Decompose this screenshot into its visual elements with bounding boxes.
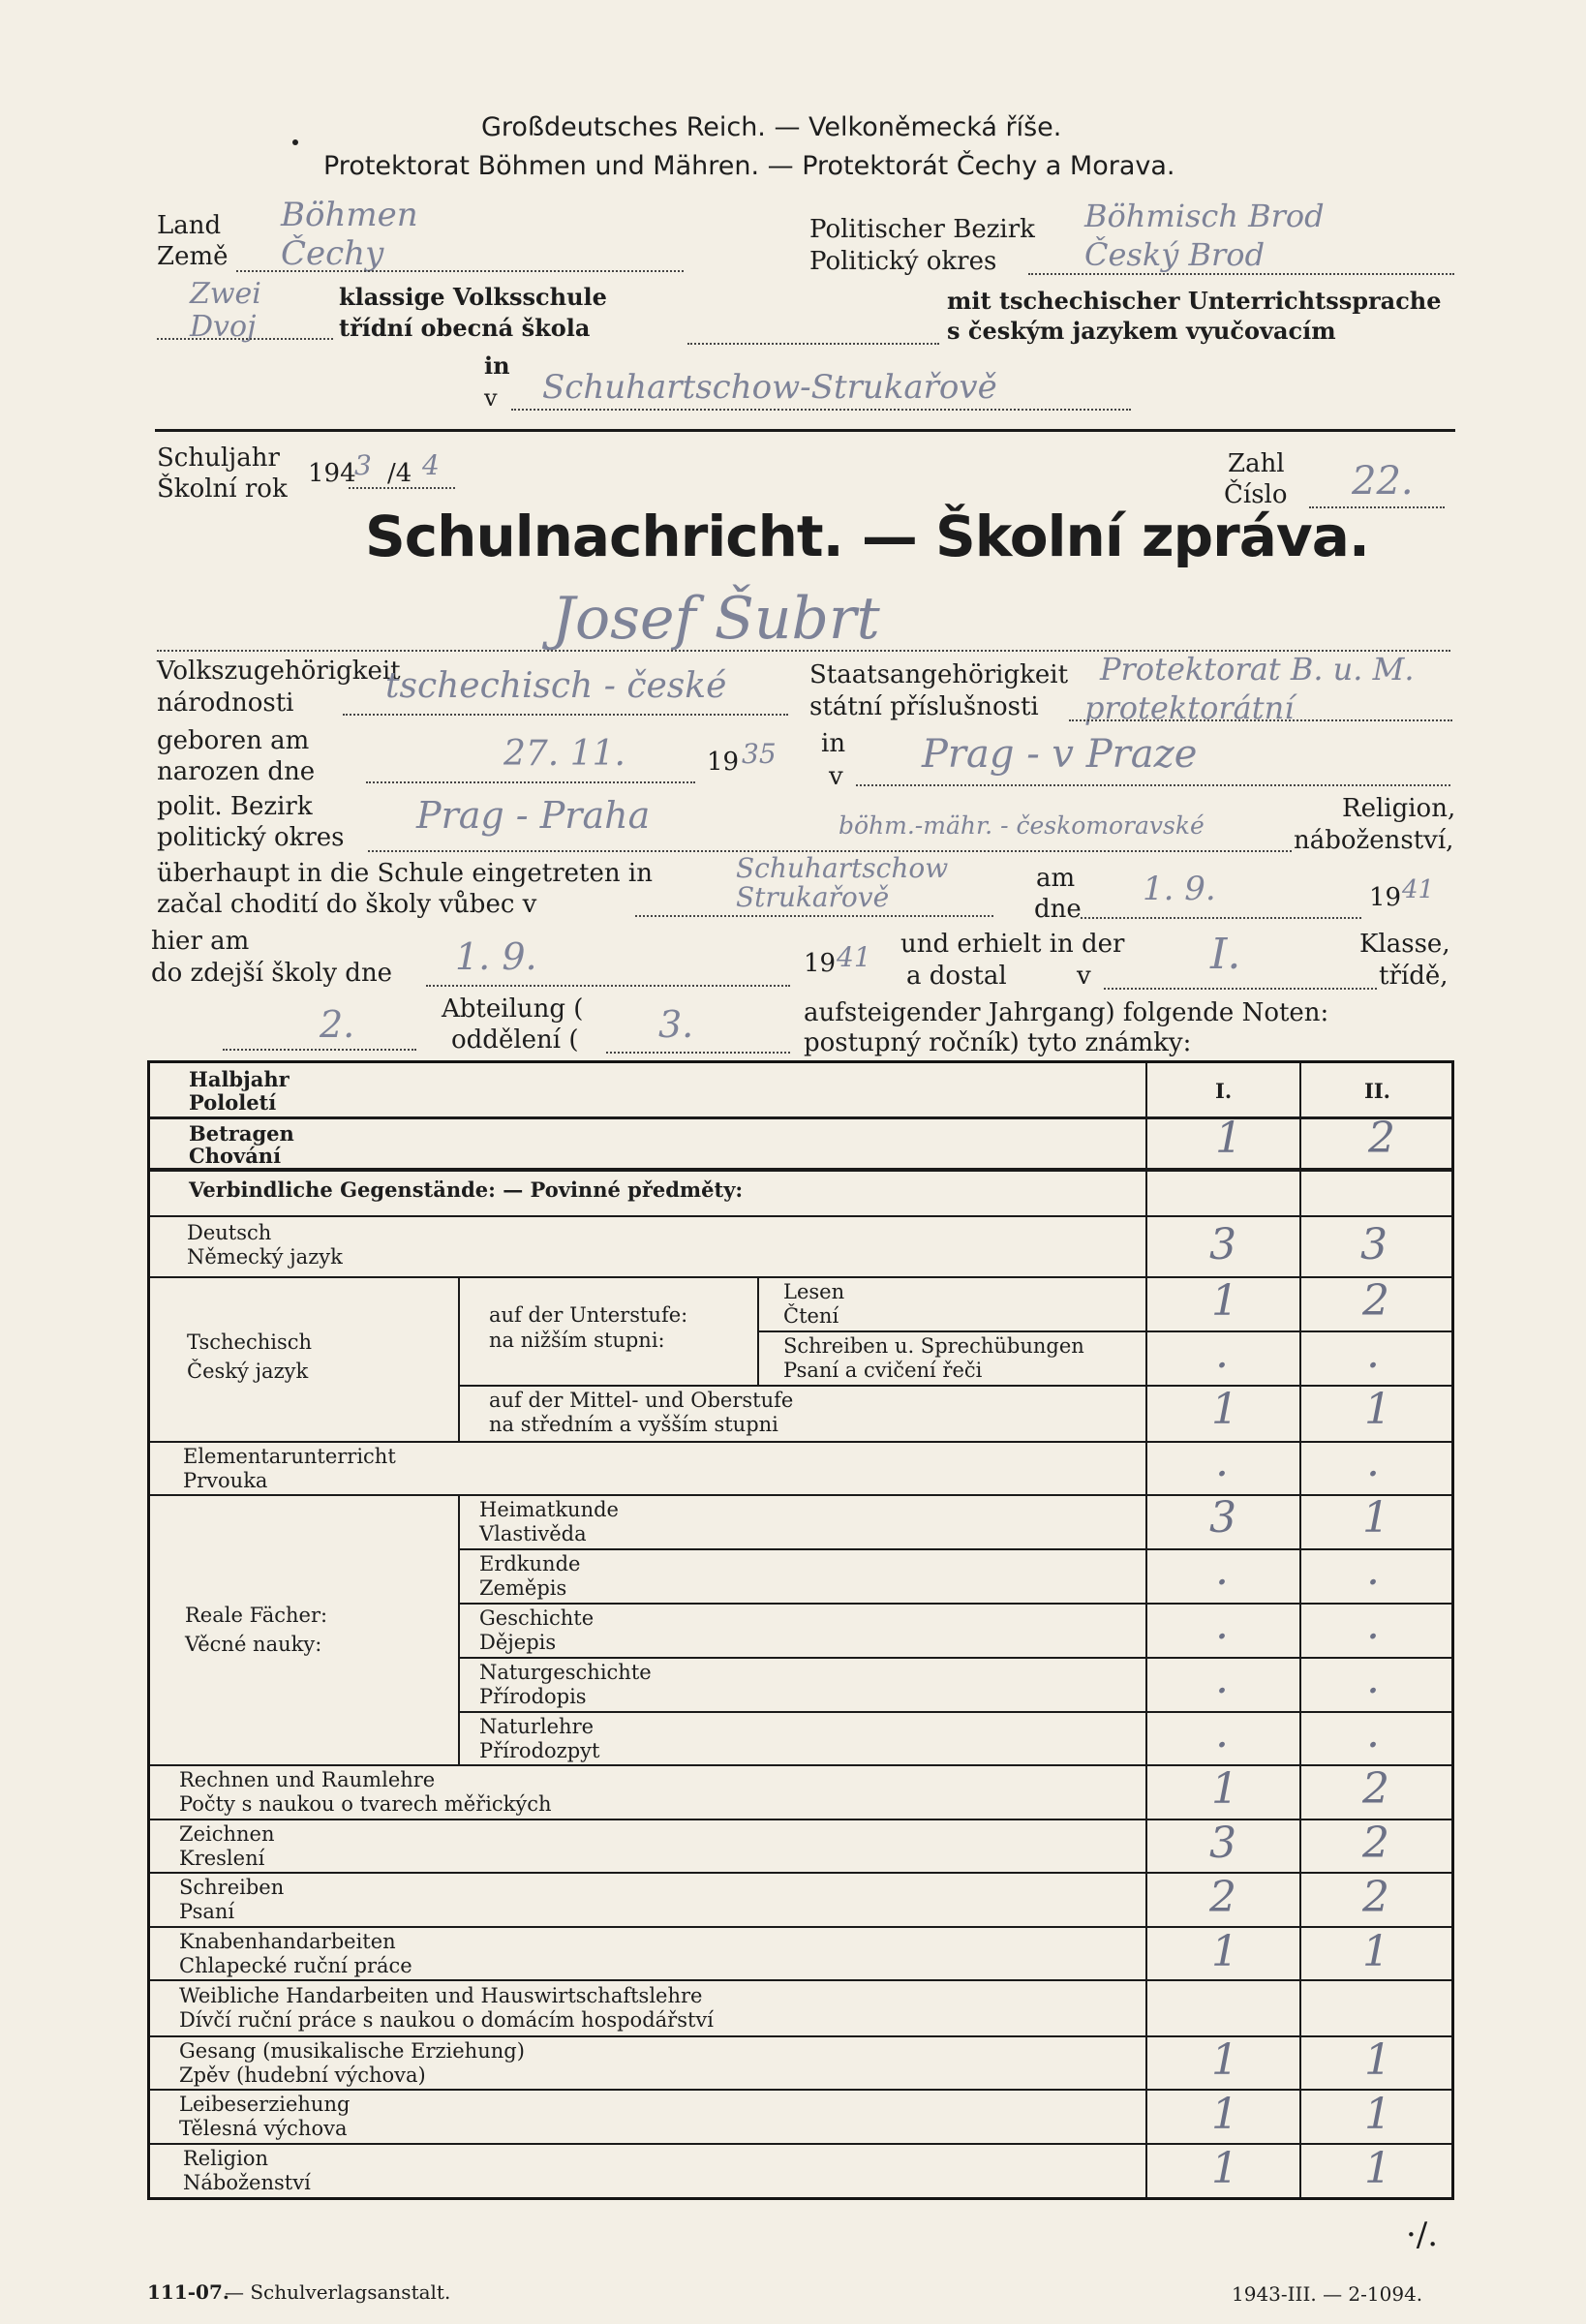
school-in-cz: v (484, 384, 498, 412)
reale-de: Reale Fächer: (185, 1604, 328, 1627)
grades-table (147, 1060, 1454, 2200)
birth-date: 27. 11. (503, 734, 625, 774)
here-label-de: hier am (151, 927, 250, 956)
school-type-cz: třídní obecná škola (339, 314, 591, 342)
bezirk-label-de: Politischer Bezirk (809, 215, 1035, 244)
betragen-cz: Chování (189, 1144, 282, 1168)
weibl-de: Weibliche Handarbeiten und Hauswirtschaftslehre (179, 1984, 703, 2007)
relig-de: Religion (183, 2147, 268, 2170)
klasse-label-de: Klasse, (1359, 930, 1450, 959)
grade-zeichnen-1: 3 (1209, 1819, 1236, 1868)
verbindlich-header: Verbindliche Gegenstände: — Povinné předměty: (189, 1177, 744, 1202)
birth-year: 35 (742, 738, 777, 770)
citizenship-value-cz: protektorátní (1084, 689, 1295, 726)
entered-am-cz: dne (1034, 895, 1082, 924)
school-lang-de: mit tschechischer Unterrichtssprache (947, 287, 1442, 315)
birth-in-cz: v (829, 762, 843, 791)
deutsch-cz: Německý jazyk (187, 1245, 343, 1269)
birth-label-de: geboren am (157, 726, 310, 755)
gesang-de: Gesang (musikalische Erziehung) (179, 2039, 525, 2063)
zahl-label-cz: Číslo (1224, 480, 1288, 509)
column-I: I. (1215, 1079, 1233, 1103)
here-year: 41 (837, 941, 871, 973)
column-II: II. (1364, 1079, 1390, 1103)
entered-label-de: überhaupt in die Schule eingetreten in (157, 859, 653, 888)
leibes-de: Leibeserziehung (179, 2093, 351, 2116)
grade-relig-1: 1 (1211, 2144, 1238, 2193)
entered-date: 1. 9. (1143, 870, 1216, 908)
tsch-de: Tschechisch (187, 1330, 313, 1354)
bezirk-label-cz: Politický okres (809, 247, 997, 276)
nationality-label-cz: národnosti (157, 688, 294, 718)
grade-elem-1: . (1215, 1437, 1229, 1486)
religion-label-de: Religion, (1342, 794, 1456, 823)
gesang-cz: Zpěv (hudební výchova) (179, 2064, 426, 2087)
elem-cz: Prvouka (183, 1469, 268, 1492)
polbezirk-label-de: polit. Bezirk (157, 792, 313, 821)
header-line-2: Protektorat Böhmen und Mähren. — Protektorát Čechy a Morava. (323, 151, 1175, 181)
grade-rechnen-1: 1 (1211, 1764, 1238, 1814)
birth-label-cz: narozen dne (157, 757, 316, 786)
citizenship-label-cz: státní příslušnosti (809, 692, 1039, 721)
citizenship-label-de: Staatsangehörigkeit (809, 660, 1069, 689)
nationality-label-de: Volkszugehörigkeit (157, 657, 401, 686)
grade-natl-1: . (1215, 1708, 1229, 1758)
relig-cz: Náboženství (183, 2171, 311, 2194)
abteilung-value: 2. (320, 1003, 355, 1046)
bezirk-value-de: Böhmisch Brod (1084, 198, 1325, 234)
here-class-value: I. (1210, 930, 1241, 979)
grade-deutsch-2: 3 (1360, 1220, 1388, 1269)
grade-erd-1: . (1215, 1545, 1229, 1595)
entered-year: 41 (1402, 875, 1435, 904)
zeichnen-de: Zeichnen (179, 1822, 275, 1846)
grade-schreiben-2: . (1366, 1329, 1380, 1378)
birth-year-prefix: 19 (707, 748, 740, 777)
school-in-de: in (484, 352, 510, 380)
polbezirk-label-cz: politický okres (157, 823, 345, 852)
knaben-cz: Chlapecké ruční práce (179, 1954, 412, 1977)
gesch-cz: Dějepis (479, 1631, 557, 1654)
here-v: v (1077, 962, 1091, 991)
natl-de: Naturlehre (479, 1715, 595, 1738)
grade-gesang-1: 1 (1211, 2035, 1238, 2085)
birth-in-de: in (821, 729, 846, 758)
grade-gesang-2: 1 (1364, 2035, 1391, 2085)
schoolyear-label-cz: Školní rok (157, 474, 288, 504)
entered-place-cz: Strukařově (736, 881, 890, 913)
here-label-cz: do zdejší školy dne (151, 959, 393, 988)
entered-am-de: am (1036, 864, 1076, 893)
lesen-cz: Čtení (783, 1304, 839, 1328)
mittel-cz: na středním a vyšším stupni (489, 1413, 778, 1436)
heimat-cz: Vlastivěda (479, 1522, 587, 1545)
footer-code: 111-07. (147, 2280, 229, 2304)
page-title: Schulnachricht. — Školní zpráva. (365, 504, 1369, 569)
abteilung-tail-de: aufsteigender Jahrgang) folgende Noten: (804, 998, 1329, 1027)
grade-heimat-2: 1 (1362, 1493, 1389, 1543)
zeichnen-cz: Kreslení (179, 1847, 265, 1870)
grade-leibes-1: 1 (1211, 2090, 1238, 2139)
zahl-label-de: Zahl (1228, 449, 1285, 478)
school-count-cz: Dvoj (190, 310, 257, 344)
footer-edition: 1943-III. — 2-1094. (1232, 2282, 1423, 2306)
natg-cz: Přírodopis (479, 1685, 587, 1708)
abteilung-jahrgang: 3. (658, 1003, 694, 1046)
here-date: 1. 9. (455, 935, 537, 978)
land-value-cz: Čechy (281, 234, 384, 273)
school-lang-cz: s českým jazykem vyučovacím (947, 317, 1336, 345)
polbezirk-value: Prag - Praha (416, 794, 651, 837)
grade-schreibp-1: 2 (1209, 1873, 1236, 1922)
grade-schreiben-1: . (1215, 1329, 1229, 1378)
halbjahr-cz: Pololetí (189, 1090, 277, 1115)
grade-relig-2: 1 (1364, 2144, 1391, 2193)
abteilung-label-cz: oddělení ( (451, 1025, 579, 1055)
erd-cz: Zeměpis (479, 1576, 567, 1600)
schoolyear-sep: /4 (387, 459, 412, 488)
student-name: Josef Šubrt (552, 585, 880, 653)
bezirk-value-cz: Český Brod (1084, 236, 1266, 273)
grade-natg-1: . (1215, 1654, 1229, 1703)
reale-cz: Věcné nauky: (185, 1633, 322, 1656)
grade-leibes-2: 1 (1364, 2090, 1391, 2139)
religion-value: böhm.-mähr. - českomoravské (839, 811, 1205, 840)
grade-betragen-2: 2 (1368, 1114, 1395, 1163)
grade-betragen-1: 1 (1215, 1114, 1242, 1163)
grade-lesen-1: 1 (1211, 1276, 1238, 1326)
grade-schreibp-2: 2 (1362, 1873, 1389, 1922)
schoolyear-label-de: Schuljahr (157, 443, 280, 473)
footer-publisher: — Schulverlagsanstalt. (225, 2280, 451, 2304)
unterstufe-cz: na nižším stupni: (489, 1329, 665, 1352)
grade-gesch-2: . (1366, 1600, 1380, 1649)
land-label-de: Land (157, 211, 222, 240)
header-rule (155, 429, 1455, 432)
birth-place: Prag - v Praze (922, 732, 1198, 777)
school-type-de: klassige Volksschule (339, 283, 607, 311)
schreiben-cz: Psaní a cvičení řeči (783, 1359, 983, 1382)
entered-year-prefix: 19 (1369, 883, 1402, 912)
grade-heimat-1: 3 (1209, 1493, 1236, 1543)
header-line-1: Großdeutsches Reich. — Velkoněmecká říše. (481, 112, 1062, 142)
halbjahr-de: Halbjahr (189, 1067, 290, 1091)
zahl-value: 22. (1352, 459, 1414, 504)
dot-mark (292, 139, 298, 145)
religion-label-cz: náboženství, (1294, 826, 1454, 855)
schoolyear-value-1: 3 (354, 449, 372, 481)
entered-label-cz: začal chodití do školy vůbec v (157, 890, 537, 919)
grade-mittel-1: 1 (1211, 1385, 1238, 1434)
here-received-cz: a dostal (906, 962, 1007, 991)
betragen-de: Betragen (189, 1121, 294, 1146)
grade-lesen-2: 2 (1362, 1276, 1389, 1326)
heimat-de: Heimatkunde (479, 1498, 619, 1521)
tsch-cz: Český jazyk (187, 1360, 309, 1383)
rechnen-de: Rechnen und Raumlehre (179, 1768, 436, 1791)
school-place: Schuhartschow-Strukařově (542, 368, 997, 407)
unterstufe-de: auf der Unterstufe: (489, 1303, 688, 1327)
grade-gesch-1: . (1215, 1600, 1229, 1649)
grade-zeichnen-2: 2 (1362, 1819, 1389, 1868)
knaben-de: Knabenhandarbeiten (179, 1930, 396, 1953)
grade-erd-2: . (1366, 1545, 1380, 1595)
schoolyear-value-2: 4 (422, 449, 440, 481)
turn-page-mark: ·/. (1406, 2216, 1439, 2254)
abteilung-tail-cz: postupný ročník) tyto známky: (804, 1028, 1192, 1057)
erd-de: Erdkunde (479, 1552, 581, 1575)
elem-de: Elementarunterricht (183, 1445, 396, 1468)
nationality-value: tschechisch - české (385, 666, 727, 706)
natg-de: Naturgeschichte (479, 1661, 652, 1684)
entered-place-de: Schuhartschow (736, 852, 949, 884)
land-value-de: Böhmen (281, 196, 418, 234)
grade-mittel-2: 1 (1364, 1385, 1391, 1434)
grade-natl-2: . (1366, 1708, 1380, 1758)
schreibp-de: Schreiben (179, 1876, 285, 1899)
grade-natg-2: . (1366, 1654, 1380, 1703)
grade-knaben-1: 1 (1211, 1927, 1238, 1976)
lesen-de: Lesen (783, 1280, 845, 1303)
klasse-label-cz: třídě, (1379, 962, 1449, 991)
citizenship-value-de: Protektorat B. u. M. (1100, 651, 1415, 688)
grade-rechnen-2: 2 (1362, 1764, 1389, 1814)
rechnen-cz: Počty s naukou o tvarech měřických (179, 1792, 552, 1816)
weibl-cz: Dívčí ruční práce s naukou o domácím hospodářství (179, 2008, 714, 2032)
here-year-prefix: 19 (804, 949, 837, 978)
land-label-cz: Země (157, 242, 229, 271)
natl-cz: Přírodozpyt (479, 1739, 600, 1762)
deutsch-de: Deutsch (187, 1221, 272, 1244)
schreibp-cz: Psaní (179, 1900, 235, 1923)
leibes-cz: Tělesná výchova (179, 2117, 348, 2140)
grade-knaben-2: 1 (1362, 1927, 1389, 1976)
mittel-de: auf der Mittel- und Oberstufe (489, 1389, 794, 1412)
grade-elem-2: . (1366, 1437, 1380, 1486)
schreiben-de: Schreiben u. Sprechübungen (783, 1334, 1084, 1358)
grade-deutsch-1: 3 (1209, 1220, 1236, 1269)
here-received-de: und erhielt in der (900, 930, 1125, 959)
school-count-de: Zwei (190, 277, 261, 311)
gesch-de: Geschichte (479, 1606, 595, 1630)
abteilung-label-de: Abteilung ( (442, 994, 584, 1024)
schoolyear-prefix: 194 (308, 459, 356, 488)
